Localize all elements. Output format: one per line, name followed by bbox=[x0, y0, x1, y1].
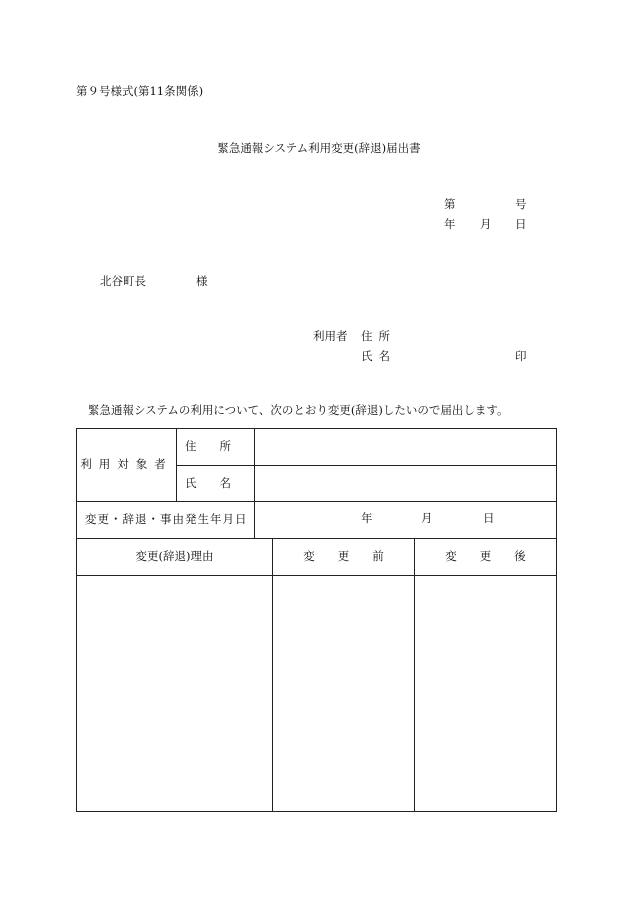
before-field[interactable] bbox=[273, 576, 415, 812]
target-person-label: 利用対象者 bbox=[77, 429, 177, 502]
reason-field[interactable] bbox=[77, 576, 273, 812]
form-number: 第９号様式(第11条関係) bbox=[76, 84, 204, 98]
notification-table bbox=[76, 428, 557, 812]
event-date-label: 変更・辞退・事由発生年月日 bbox=[77, 502, 255, 539]
target-address-field[interactable] bbox=[255, 429, 557, 466]
before-header: 変 更 前 bbox=[273, 539, 415, 576]
date-day-label: 日 bbox=[515, 217, 527, 231]
statement-text: 緊急通報システムの利用について、次のとおり変更(辞退)したいので届出します。 bbox=[88, 403, 509, 417]
applicant-address-label: 住所 bbox=[361, 329, 396, 343]
seal-mark: 印 bbox=[515, 349, 527, 363]
addressee-honorific: 様 bbox=[196, 274, 208, 288]
doc-number-prefix: 第 bbox=[444, 197, 456, 211]
target-address-label: 住 所 bbox=[177, 429, 255, 466]
addressee-name: 北谷町長 bbox=[100, 274, 146, 288]
event-date-year: 年 bbox=[361, 511, 373, 525]
event-date-day: 日 bbox=[483, 511, 495, 525]
after-header: 変 更 後 bbox=[415, 539, 557, 576]
applicant-label: 利用者 bbox=[313, 329, 348, 343]
after-field[interactable] bbox=[415, 576, 557, 812]
target-name-label: 氏 名 bbox=[177, 466, 255, 502]
date-year-label: 年 bbox=[444, 217, 456, 231]
reason-header: 変更(辞退)理由 bbox=[77, 539, 273, 576]
event-date-month: 月 bbox=[421, 511, 433, 525]
document-title: 緊急通報システム利用変更(辞退)届出書 bbox=[217, 141, 421, 155]
date-month-label: 月 bbox=[480, 217, 492, 231]
target-name-field[interactable] bbox=[255, 466, 557, 502]
event-date-field[interactable] bbox=[255, 502, 557, 539]
doc-number-suffix: 号 bbox=[515, 197, 527, 211]
applicant-name-label: 氏名 bbox=[361, 349, 396, 363]
